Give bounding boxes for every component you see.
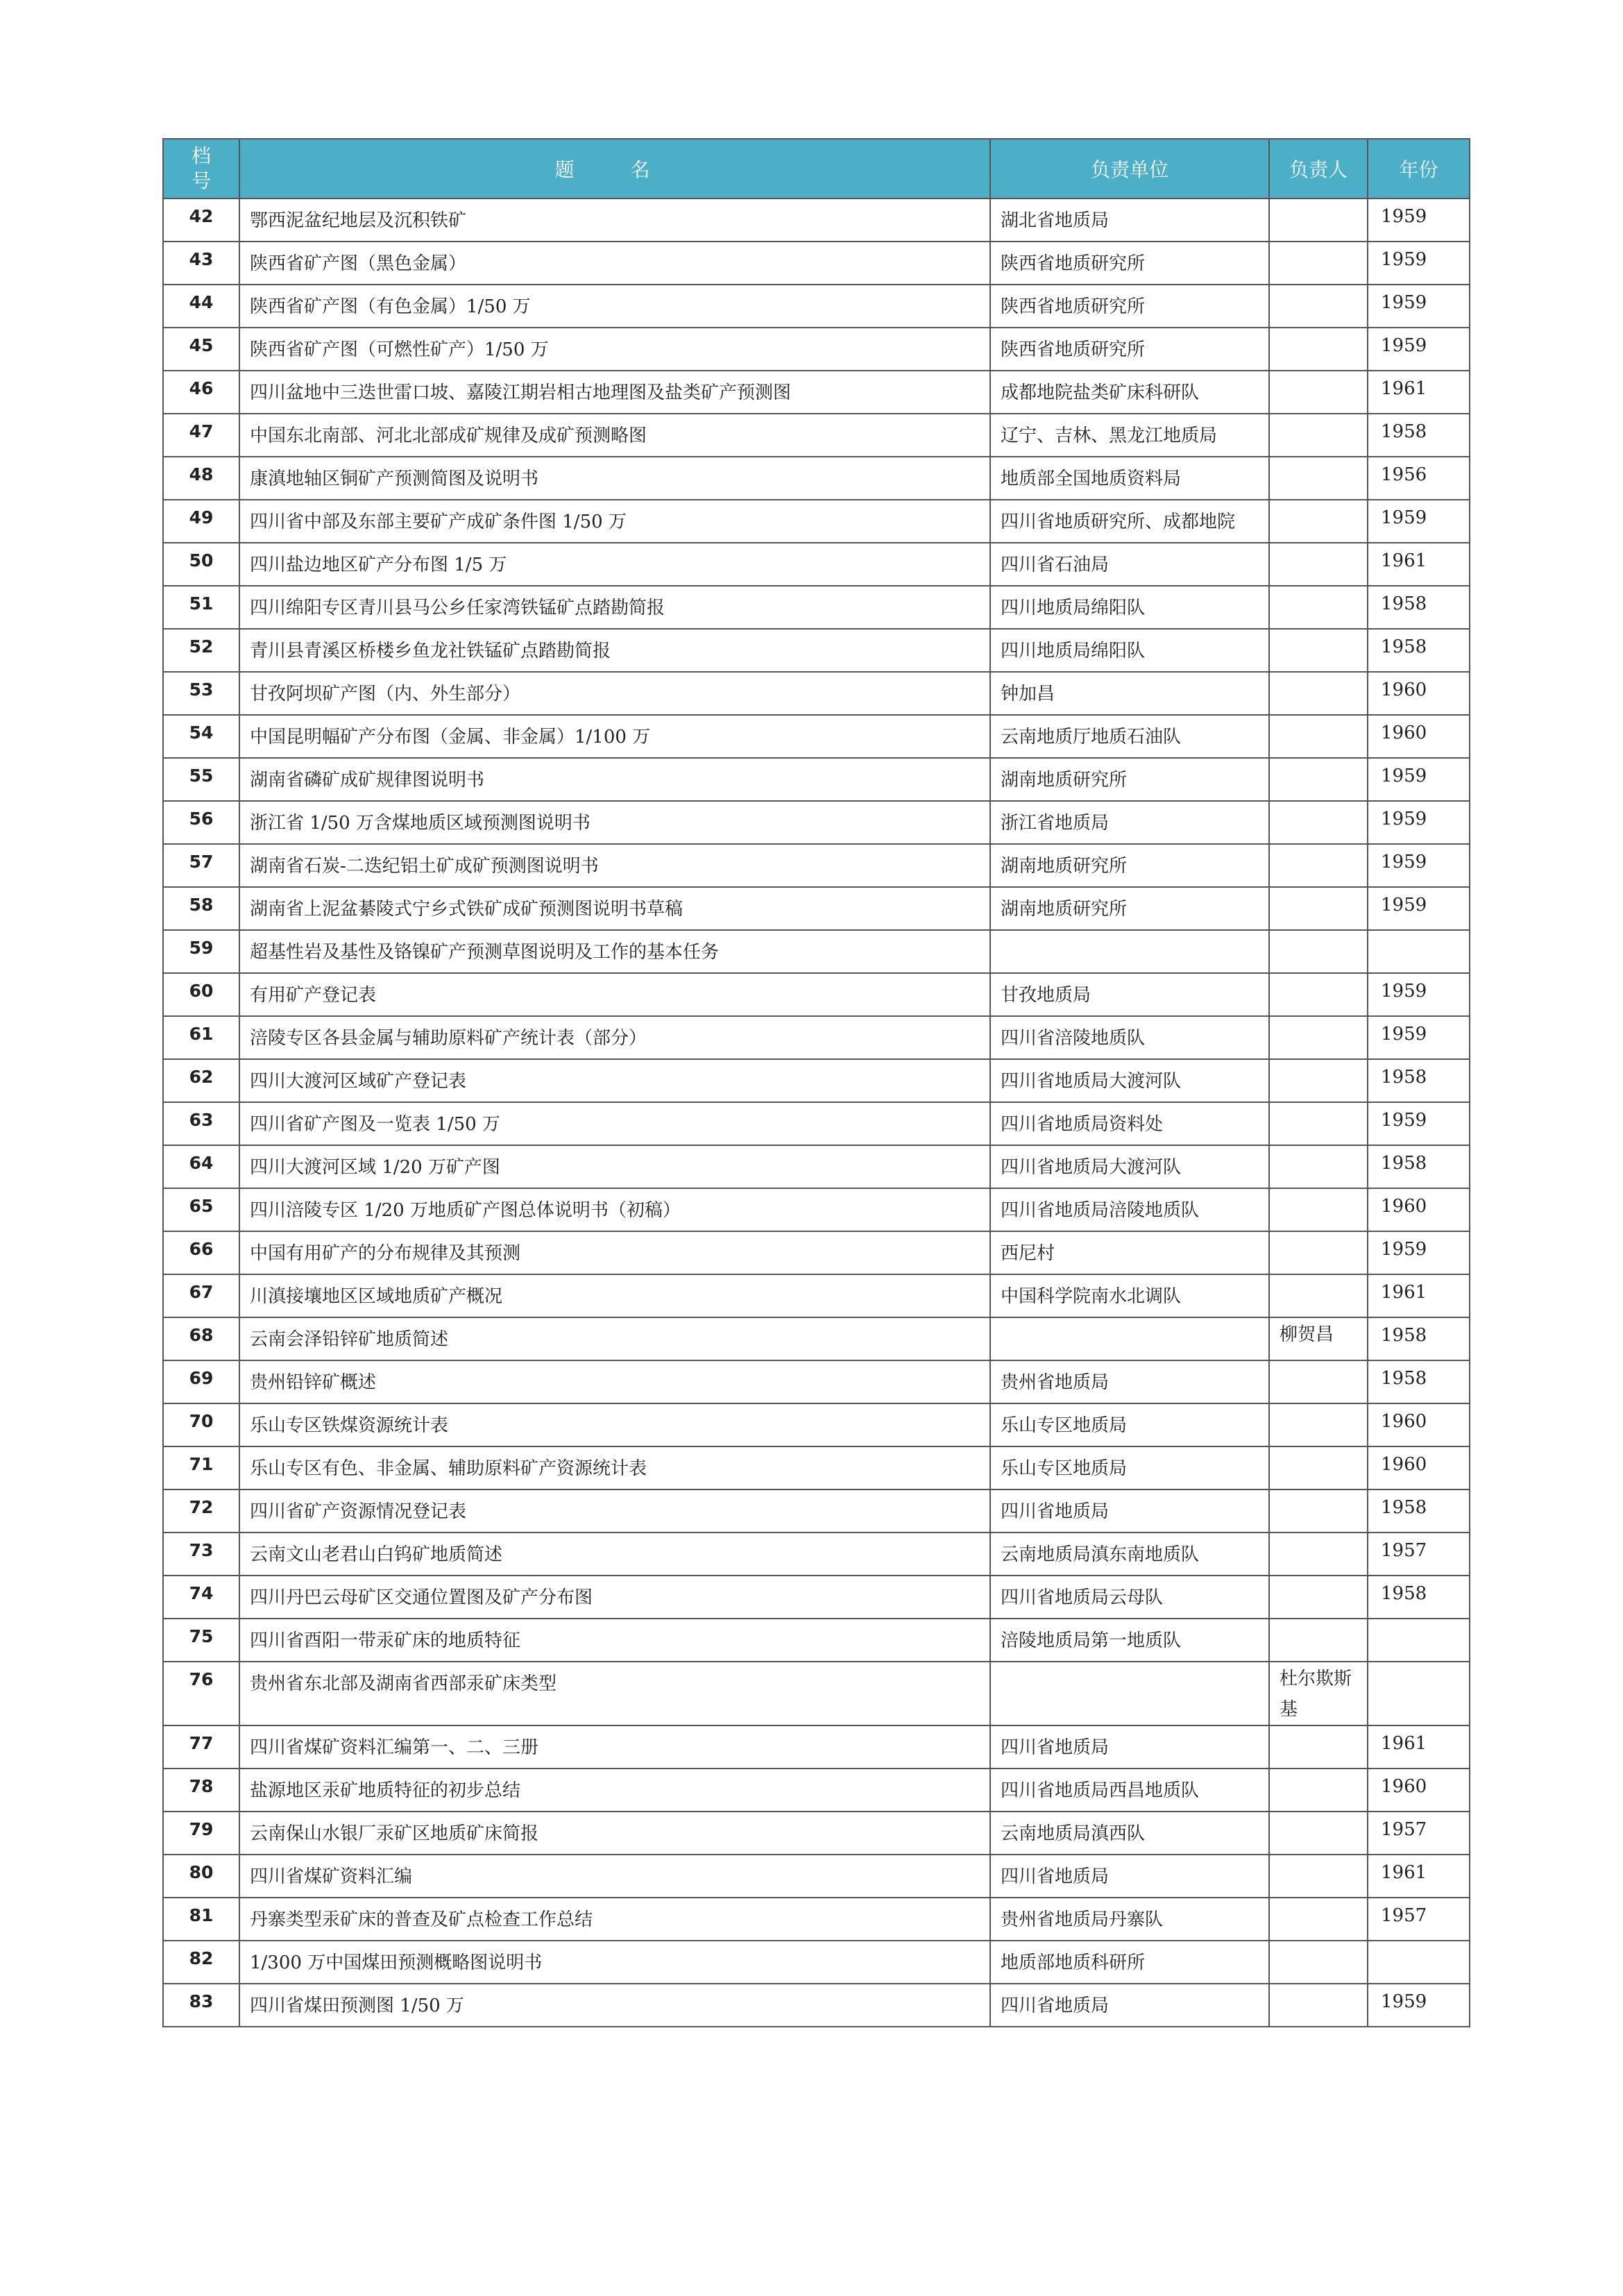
cell-number: 77 (163, 1725, 239, 1769)
cell-unit: 中国科学院南水北调队 (990, 1274, 1269, 1317)
cell-year (1368, 1662, 1470, 1725)
cell-title: 四川大渡河区域 1/20 万矿产图 (239, 1145, 990, 1188)
cell-person (1269, 1102, 1368, 1145)
cell-title: 陕西省矿产图（可燃性矿产）1/50 万 (239, 328, 990, 371)
cell-number: 72 (163, 1489, 239, 1533)
cell-number: 60 (163, 973, 239, 1016)
header-number-line2: 号 (191, 169, 211, 192)
cell-title: 四川省矿产图及一览表 1/50 万 (239, 1102, 990, 1145)
cell-number: 53 (163, 672, 239, 715)
cell-person (1269, 1941, 1368, 1984)
archive-table (162, 138, 1470, 2027)
cell-number: 56 (163, 801, 239, 844)
cell-year: 1956 (1368, 457, 1470, 500)
cell-number: 49 (163, 500, 239, 543)
cell-number: 73 (163, 1533, 239, 1576)
cell-person (1269, 371, 1368, 414)
cell-title: 乐山专区铁煤资源统计表 (239, 1403, 990, 1446)
cell-year: 1959 (1368, 758, 1470, 801)
cell-unit: 地质部全国地质资料局 (990, 457, 1269, 500)
cell-person (1269, 715, 1368, 758)
table-row (163, 1188, 1470, 1231)
cell-person (1269, 1533, 1368, 1576)
cell-person (1269, 930, 1368, 973)
cell-number: 83 (163, 1984, 239, 2027)
cell-number: 44 (163, 285, 239, 328)
cell-person (1269, 500, 1368, 543)
cell-unit: 陕西省地质研究所 (990, 328, 1269, 371)
cell-number: 43 (163, 242, 239, 285)
cell-year: 1960 (1368, 1769, 1470, 1812)
table-row (163, 1662, 1470, 1725)
cell-year: 1958 (1368, 1317, 1470, 1360)
cell-year: 1957 (1368, 1812, 1470, 1855)
cell-person (1269, 1576, 1368, 1619)
cell-year: 1959 (1368, 500, 1470, 543)
cell-number: 68 (163, 1317, 239, 1360)
cell-person (1269, 1446, 1368, 1489)
table-row (163, 1059, 1470, 1102)
cell-unit: 成都地院盐类矿床科研队 (990, 371, 1269, 414)
cell-number: 69 (163, 1360, 239, 1403)
cell-title: 湖南省石炭-二迭纪铝土矿成矿预测图说明书 (239, 844, 990, 887)
cell-number: 63 (163, 1102, 239, 1145)
table-row (163, 1619, 1470, 1662)
cell-person (1269, 973, 1368, 1016)
cell-title: 康滇地轴区铜矿产预测简图及说明书 (239, 457, 990, 500)
cell-year: 1959 (1368, 1231, 1470, 1274)
cell-year: 1960 (1368, 1403, 1470, 1446)
header-person: 负责人 (1269, 139, 1368, 199)
cell-title: 超基性岩及基性及铬镍矿产预测草图说明及工作的基本任务 (239, 930, 990, 973)
cell-year: 1959 (1368, 801, 1470, 844)
cell-number: 50 (163, 543, 239, 586)
cell-title: 四川省煤矿资料汇编第一、二、三册 (239, 1725, 990, 1769)
cell-year (1368, 1941, 1470, 1984)
cell-person: 柳贺昌 (1269, 1317, 1368, 1360)
cell-number: 42 (163, 199, 239, 242)
cell-unit: 西尼村 (990, 1231, 1269, 1274)
cell-number: 48 (163, 457, 239, 500)
table-body (163, 199, 1470, 2027)
cell-number: 51 (163, 586, 239, 629)
cell-person (1269, 1403, 1368, 1446)
cell-person (1269, 1812, 1368, 1855)
cell-year: 1961 (1368, 1855, 1470, 1898)
cell-year: 1961 (1368, 1725, 1470, 1769)
cell-title: 四川绵阳专区青川县马公乡任家湾铁锰矿点踏勘简报 (239, 586, 990, 629)
cell-number: 79 (163, 1812, 239, 1855)
table-row (163, 1769, 1470, 1812)
table-header-row (163, 139, 1470, 199)
cell-person (1269, 1016, 1368, 1059)
cell-number: 54 (163, 715, 239, 758)
cell-number: 78 (163, 1769, 239, 1812)
cell-number: 45 (163, 328, 239, 371)
cell-number: 75 (163, 1619, 239, 1662)
cell-year: 1960 (1368, 1446, 1470, 1489)
cell-unit: 陕西省地质研究所 (990, 242, 1269, 285)
cell-number: 47 (163, 414, 239, 457)
cell-unit: 湖南地质研究所 (990, 758, 1269, 801)
cell-title: 云南保山水银厂汞矿区地质矿床简报 (239, 1812, 990, 1855)
cell-unit: 云南地质厅地质石油队 (990, 715, 1269, 758)
cell-number: 80 (163, 1855, 239, 1898)
cell-unit (990, 1317, 1269, 1360)
cell-unit: 云南地质局滇东南地质队 (990, 1533, 1269, 1576)
table-row (163, 1576, 1470, 1619)
cell-number: 64 (163, 1145, 239, 1188)
cell-number: 76 (163, 1662, 239, 1725)
cell-number: 46 (163, 371, 239, 414)
cell-unit: 乐山专区地质局 (990, 1446, 1269, 1489)
cell-year: 1960 (1368, 715, 1470, 758)
table-row (163, 1812, 1470, 1855)
table-row (163, 1855, 1470, 1898)
cell-person (1269, 1059, 1368, 1102)
cell-person (1269, 1769, 1368, 1812)
cell-number: 70 (163, 1403, 239, 1446)
cell-title: 盐源地区汞矿地质特征的初步总结 (239, 1769, 990, 1812)
cell-number: 59 (163, 930, 239, 973)
table-row (163, 414, 1470, 457)
cell-unit: 四川省地质局西昌地质队 (990, 1769, 1269, 1812)
table-row (163, 801, 1470, 844)
cell-number: 55 (163, 758, 239, 801)
cell-year: 1959 (1368, 1016, 1470, 1059)
cell-unit: 四川省地质局 (990, 1984, 1269, 2027)
table-row (163, 586, 1470, 629)
table-row (163, 1403, 1470, 1446)
cell-person (1269, 801, 1368, 844)
cell-unit: 四川省地质局 (990, 1489, 1269, 1533)
header-title: 题 名 (239, 139, 990, 199)
cell-unit: 甘孜地质局 (990, 973, 1269, 1016)
cell-person (1269, 586, 1368, 629)
cell-person (1269, 672, 1368, 715)
cell-title: 中国东北南部、河北北部成矿规律及成矿预测略图 (239, 414, 990, 457)
cell-person (1269, 629, 1368, 672)
cell-year: 1957 (1368, 1898, 1470, 1941)
cell-title: 云南文山老君山白钨矿地质简述 (239, 1533, 990, 1576)
table-row (163, 500, 1470, 543)
cell-title: 四川丹巴云母矿区交通位置图及矿产分布图 (239, 1576, 990, 1619)
cell-number: 74 (163, 1576, 239, 1619)
cell-person (1269, 1274, 1368, 1317)
cell-number: 81 (163, 1898, 239, 1941)
table-row (163, 1274, 1470, 1317)
cell-unit: 四川省地质局 (990, 1725, 1269, 1769)
cell-year: 1961 (1368, 543, 1470, 586)
cell-number: 71 (163, 1446, 239, 1489)
cell-year: 1960 (1368, 1188, 1470, 1231)
cell-title: 贵州铅锌矿概述 (239, 1360, 990, 1403)
header-number (163, 139, 239, 199)
table-row (163, 715, 1470, 758)
cell-year: 1959 (1368, 1102, 1470, 1145)
cell-year: 1959 (1368, 285, 1470, 328)
cell-title: 鄂西泥盆纪地层及沉积铁矿 (239, 199, 990, 242)
cell-year: 1958 (1368, 1360, 1470, 1403)
cell-person (1269, 1855, 1368, 1898)
table-row (163, 887, 1470, 930)
table-row (163, 1231, 1470, 1274)
cell-title: 湖南省上泥盆綦陵式宁乡式铁矿成矿预测图说明书草稿 (239, 887, 990, 930)
table-row (163, 1360, 1470, 1403)
cell-unit: 湖南地质研究所 (990, 844, 1269, 887)
cell-year: 1958 (1368, 1059, 1470, 1102)
table-row (163, 629, 1470, 672)
cell-year: 1958 (1368, 1576, 1470, 1619)
cell-person (1269, 1898, 1368, 1941)
cell-title: 四川省矿产资源情况登记表 (239, 1489, 990, 1533)
cell-number: 62 (163, 1059, 239, 1102)
cell-unit: 四川地质局绵阳队 (990, 629, 1269, 672)
cell-year: 1959 (1368, 1984, 1470, 2027)
cell-person (1269, 457, 1368, 500)
cell-unit: 湖南地质研究所 (990, 887, 1269, 930)
table-row (163, 1941, 1470, 1984)
table-row (163, 285, 1470, 328)
cell-unit (990, 1662, 1269, 1725)
header-year: 年份 (1368, 139, 1470, 199)
cell-unit (990, 930, 1269, 973)
cell-title: 中国昆明幅矿产分布图（金属、非金属）1/100 万 (239, 715, 990, 758)
cell-unit: 四川省地质局云母队 (990, 1576, 1269, 1619)
cell-number: 58 (163, 887, 239, 930)
cell-year (1368, 930, 1470, 973)
cell-title: 四川省酉阳一带汞矿床的地质特征 (239, 1619, 990, 1662)
cell-unit: 乐山专区地质局 (990, 1403, 1269, 1446)
cell-number: 61 (163, 1016, 239, 1059)
cell-unit: 四川地质局绵阳队 (990, 586, 1269, 629)
cell-title: 浙江省 1/50 万含煤地质区域预测图说明书 (239, 801, 990, 844)
cell-year (1368, 1619, 1470, 1662)
cell-year: 1961 (1368, 371, 1470, 414)
cell-year: 1957 (1368, 1533, 1470, 1576)
table-row (163, 1533, 1470, 1576)
table-row (163, 1898, 1470, 1941)
table-row (163, 1725, 1470, 1769)
cell-person (1269, 1145, 1368, 1188)
cell-unit: 贵州省地质局丹寨队 (990, 1898, 1269, 1941)
cell-number: 66 (163, 1231, 239, 1274)
cell-number: 57 (163, 844, 239, 887)
table-row (163, 242, 1470, 285)
cell-person (1269, 285, 1368, 328)
cell-person (1269, 1984, 1368, 2027)
cell-title: 四川省煤田预测图 1/50 万 (239, 1984, 990, 2027)
table-row (163, 973, 1470, 1016)
cell-title: 陕西省矿产图（有色金属）1/50 万 (239, 285, 990, 328)
header-number-line1: 档 (191, 144, 211, 167)
cell-unit: 四川省地质研究所、成都地院 (990, 500, 1269, 543)
table-row (163, 844, 1470, 887)
cell-title: 四川大渡河区域矿产登记表 (239, 1059, 990, 1102)
cell-title: 四川盆地中三迭世雷口坡、嘉陵江期岩相古地理图及盐类矿产预测图 (239, 371, 990, 414)
cell-unit: 四川省石油局 (990, 543, 1269, 586)
cell-year: 1959 (1368, 328, 1470, 371)
table-row (163, 543, 1470, 586)
cell-unit: 涪陵地质局第一地质队 (990, 1619, 1269, 1662)
cell-year: 1958 (1368, 1489, 1470, 1533)
cell-number: 65 (163, 1188, 239, 1231)
cell-year: 1960 (1368, 672, 1470, 715)
table-row (163, 930, 1470, 973)
cell-title: 青川县青溪区桥楼乡鱼龙社铁锰矿点踏勘简报 (239, 629, 990, 672)
cell-title: 云南会泽铅锌矿地质简述 (239, 1317, 990, 1360)
cell-person (1269, 1725, 1368, 1769)
cell-year: 1959 (1368, 844, 1470, 887)
cell-unit: 钟加昌 (990, 672, 1269, 715)
table-row (163, 1102, 1470, 1145)
cell-year: 1959 (1368, 887, 1470, 930)
cell-year: 1958 (1368, 414, 1470, 457)
table-row (163, 199, 1470, 242)
cell-title: 中国有用矿产的分布规律及其预测 (239, 1231, 990, 1274)
cell-number: 67 (163, 1274, 239, 1317)
cell-title: 1/300 万中国煤田预测概略图说明书 (239, 1941, 990, 1984)
table-row (163, 1446, 1470, 1489)
document-page (162, 138, 1469, 2027)
cell-unit: 四川省地质局资料处 (990, 1102, 1269, 1145)
cell-title: 四川涪陵专区 1/20 万地质矿产图总体说明书（初稿） (239, 1188, 990, 1231)
cell-unit: 云南地质局滇西队 (990, 1812, 1269, 1855)
table-row (163, 1145, 1470, 1188)
table-row (163, 1317, 1470, 1360)
cell-year: 1958 (1368, 586, 1470, 629)
cell-person (1269, 543, 1368, 586)
cell-title: 丹寨类型汞矿床的普查及矿点检查工作总结 (239, 1898, 990, 1941)
table-row (163, 758, 1470, 801)
cell-unit: 四川省地质局大渡河队 (990, 1145, 1269, 1188)
cell-title: 四川省中部及东部主要矿产成矿条件图 1/50 万 (239, 500, 990, 543)
cell-title: 湖南省磷矿成矿规律图说明书 (239, 758, 990, 801)
cell-number: 52 (163, 629, 239, 672)
cell-unit: 浙江省地质局 (990, 801, 1269, 844)
table-row (163, 1984, 1470, 2027)
header-unit: 负责单位 (990, 139, 1269, 199)
cell-unit: 四川省涪陵地质队 (990, 1016, 1269, 1059)
cell-year: 1959 (1368, 242, 1470, 285)
table-row (163, 1489, 1470, 1533)
cell-unit: 陕西省地质研究所 (990, 285, 1269, 328)
table-row (163, 328, 1470, 371)
cell-title: 有用矿产登记表 (239, 973, 990, 1016)
cell-person (1269, 414, 1368, 457)
cell-year: 1959 (1368, 199, 1470, 242)
table-row (163, 457, 1470, 500)
cell-title: 四川省煤矿资料汇编 (239, 1855, 990, 1898)
cell-title: 贵州省东北部及湖南省西部汞矿床类型 (239, 1662, 990, 1725)
cell-title: 陕西省矿产图（黑色金属） (239, 242, 990, 285)
cell-person (1269, 1619, 1368, 1662)
cell-unit: 湖北省地质局 (990, 199, 1269, 242)
cell-year: 1958 (1368, 629, 1470, 672)
cell-unit: 四川省地质局涪陵地质队 (990, 1188, 1269, 1231)
cell-year: 1961 (1368, 1274, 1470, 1317)
table-row (163, 672, 1470, 715)
cell-person (1269, 1231, 1368, 1274)
cell-unit: 四川省地质局大渡河队 (990, 1059, 1269, 1102)
cell-person (1269, 887, 1368, 930)
cell-unit: 地质部地质科研所 (990, 1941, 1269, 1984)
table-row (163, 1016, 1470, 1059)
cell-year: 1958 (1368, 1145, 1470, 1188)
cell-unit: 四川省地质局 (990, 1855, 1269, 1898)
cell-person (1269, 844, 1368, 887)
cell-person (1269, 242, 1368, 285)
cell-unit: 贵州省地质局 (990, 1360, 1269, 1403)
cell-person (1269, 1360, 1368, 1403)
cell-person (1269, 1489, 1368, 1533)
cell-number: 82 (163, 1941, 239, 1984)
cell-person (1269, 199, 1368, 242)
cell-year: 1959 (1368, 973, 1470, 1016)
cell-person: 杜尔欺斯基 (1269, 1662, 1368, 1725)
table-row (163, 371, 1470, 414)
cell-title: 四川盐边地区矿产分布图 1/5 万 (239, 543, 990, 586)
cell-unit: 辽宁、吉林、黑龙江地质局 (990, 414, 1269, 457)
cell-person (1269, 1188, 1368, 1231)
cell-person (1269, 758, 1368, 801)
cell-title: 甘孜阿坝矿产图（内、外生部分） (239, 672, 990, 715)
cell-person (1269, 328, 1368, 371)
cell-title: 涪陵专区各县金属与辅助原料矿产统计表（部分） (239, 1016, 990, 1059)
cell-title: 乐山专区有色、非金属、辅助原料矿产资源统计表 (239, 1446, 990, 1489)
cell-title: 川滇接壤地区区域地质矿产概况 (239, 1274, 990, 1317)
